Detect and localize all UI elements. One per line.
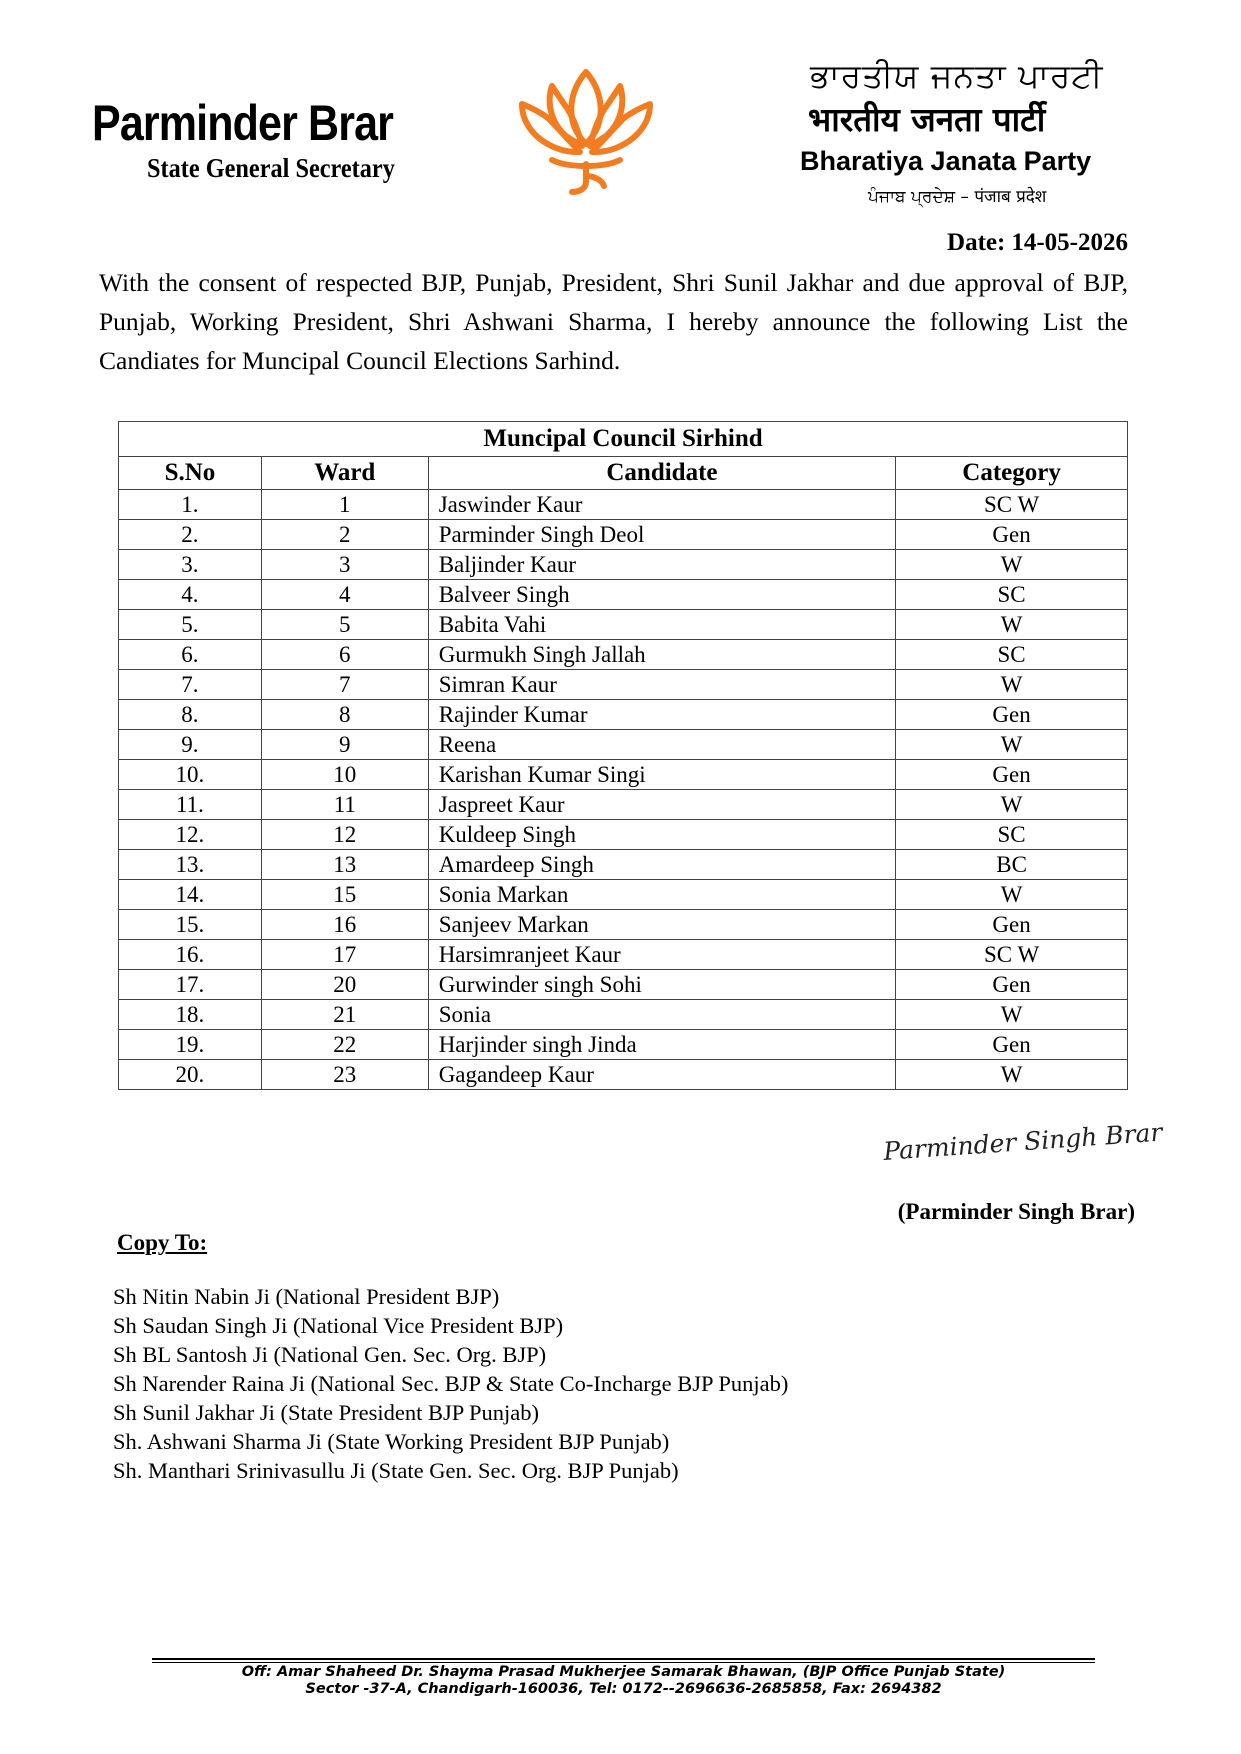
cell-candidate: Gurwinder singh Sohi (428, 970, 896, 1000)
table-row (119, 640, 1128, 670)
column-header-sno: S.No (119, 457, 262, 490)
cell-category: Gen (896, 1030, 1128, 1060)
table-row (119, 520, 1128, 550)
cell-sno: 4. (119, 580, 262, 610)
table-row (119, 760, 1128, 790)
copy-recipient: Sh. Ashwani Sharma Ji (State Working President BJP Punjab) (113, 1429, 670, 1454)
cell-sno: 11. (119, 790, 262, 820)
cell-candidate: Harjinder singh Jinda (428, 1030, 896, 1060)
cell-candidate: Reena (428, 730, 896, 760)
cell-candidate: Sonia (428, 1000, 896, 1030)
cell-candidate: Balveer Singh (428, 580, 896, 610)
footer-divider (152, 1658, 1095, 1660)
copy-recipient: Sh Nitin Nabin Ji (National President BJP) (113, 1284, 500, 1309)
footer-address-line2: Sector -37-A, Chandigarh-160036, Tel: 0172--2696636-2685858, Fax: 2694382 (305, 1681, 942, 1697)
cell-sno: 13. (119, 850, 262, 880)
table-row (119, 670, 1128, 700)
cell-sno: 17. (119, 970, 262, 1000)
cell-candidate: Sonia Markan (428, 880, 896, 910)
copy-to-list (113, 1282, 788, 1485)
cell-candidate: Parminder Singh Deol (428, 520, 896, 550)
column-header-ward: Ward (261, 457, 428, 490)
cell-sno: 14. (119, 880, 262, 910)
table-body (119, 490, 1128, 1090)
signatory-name: (Parminder Singh Brar) (897, 1199, 1135, 1224)
cell-candidate: Harsimranjeet Kaur (428, 940, 896, 970)
cell-category: W (896, 880, 1128, 910)
cell-category: W (896, 1060, 1128, 1090)
cell-category: SC (896, 820, 1128, 850)
party-name-gurmukhi: ਭਾਰਤੀਯ ਜਨਤਾ ਪਾਰਟੀ (810, 56, 1104, 95)
cell-ward: 9 (261, 730, 428, 760)
cell-candidate: Gagandeep Kaur (428, 1060, 896, 1090)
cell-ward: 23 (261, 1060, 428, 1090)
cell-sno: 16. (119, 940, 262, 970)
cell-category: Gen (896, 700, 1128, 730)
document-date (947, 229, 1128, 257)
table-row (119, 940, 1128, 970)
cell-ward: 16 (261, 910, 428, 940)
table-row (119, 910, 1128, 940)
sender-title: State General Secretary (147, 153, 395, 183)
footer-address (152, 1664, 1095, 1698)
cell-ward: 6 (261, 640, 428, 670)
table-row (119, 610, 1128, 640)
copy-recipient: Sh BL Santosh Ji (National Gen. Sec. Org. BJP) (113, 1342, 547, 1367)
cell-category: SC W (896, 490, 1128, 520)
cell-sno: 1. (119, 490, 262, 520)
cell-candidate: Karishan Kumar Singi (428, 760, 896, 790)
table-row (119, 1060, 1128, 1090)
cell-category: BC (896, 850, 1128, 880)
cell-sno: 8. (119, 700, 262, 730)
copy-recipient: Sh Sunil Jakhar Ji (State President BJP Punjab) (113, 1400, 540, 1425)
cell-category: SC (896, 580, 1128, 610)
cell-sno: 10. (119, 760, 262, 790)
cell-sno: 3. (119, 550, 262, 580)
cell-candidate: Kuldeep Singh (428, 820, 896, 850)
svg-text:Parminder Singh Brar: Parminder Singh Brar (882, 1117, 1164, 1166)
cell-sno: 15. (119, 910, 262, 940)
cell-sno: 5. (119, 610, 262, 640)
column-header-category: Category (896, 457, 1128, 490)
cell-ward: 8 (261, 700, 428, 730)
copy-recipient: Sh. Manthari Srinivasullu Ji (State Gen. Sec. Org. BJP Punjab) (113, 1458, 679, 1483)
cell-sno: 6. (119, 640, 262, 670)
date-label: Date: (947, 229, 1006, 256)
cell-ward: 2 (261, 520, 428, 550)
party-name-hindi: भारतीय जनता पार्टी (808, 100, 1046, 139)
table-row (119, 490, 1128, 520)
cell-category: Gen (896, 760, 1128, 790)
handwritten-signature (880, 1117, 1164, 1174)
cell-ward: 20 (261, 970, 428, 1000)
cell-category: Gen (896, 910, 1128, 940)
intro-paragraph: With the consent of respected BJP, Punjab, President, Shri Sunil Jakhar and due approval of BJP, Punjab, Working President, Shri Ashwani Sharma, I hereby announce the following List the Candiates for Muncipal Council Elections Sarhind. (99, 268, 1128, 375)
lotus-icon (512, 64, 660, 196)
cell-ward: 13 (261, 850, 428, 880)
cell-category: SC W (896, 940, 1128, 970)
cell-ward: 5 (261, 610, 428, 640)
cell-candidate: Amardeep Singh (428, 850, 896, 880)
cell-ward: 1 (261, 490, 428, 520)
column-header-candidate: Candidate (428, 457, 896, 490)
table-row (119, 850, 1128, 880)
cell-ward: 22 (261, 1030, 428, 1060)
table-row (119, 700, 1128, 730)
cell-sno: 12. (119, 820, 262, 850)
cell-ward: 10 (261, 760, 428, 790)
table-row (119, 880, 1128, 910)
cell-ward: 4 (261, 580, 428, 610)
cell-category: Gen (896, 970, 1128, 1000)
party-name-english: Bharatiya Janata Party (800, 146, 1092, 176)
cell-category: W (896, 610, 1128, 640)
table-row (119, 550, 1128, 580)
cell-category: W (896, 670, 1128, 700)
cell-category: SC (896, 640, 1128, 670)
cell-candidate: Rajinder Kumar (428, 700, 896, 730)
table-title: Muncipal Council Sirhind (119, 422, 1128, 457)
cell-ward: 15 (261, 880, 428, 910)
cell-sno: 20. (119, 1060, 262, 1090)
cell-category: W (896, 790, 1128, 820)
cell-ward: 12 (261, 820, 428, 850)
cell-candidate: Gurmukh Singh Jallah (428, 640, 896, 670)
cell-candidate: Sanjeev Markan (428, 910, 896, 940)
cell-sno: 18. (119, 1000, 262, 1030)
table-row (119, 970, 1128, 1000)
cell-sno: 7. (119, 670, 262, 700)
cell-category: W (896, 1000, 1128, 1030)
table-row (119, 820, 1128, 850)
copy-recipient: Sh Saudan Singh Ji (National Vice President BJP) (113, 1313, 564, 1338)
cell-candidate: Jaswinder Kaur (428, 490, 896, 520)
candidates-table (118, 421, 1128, 1090)
date-value: 14-05-2026 (1011, 229, 1128, 256)
cell-ward: 3 (261, 550, 428, 580)
table-row (119, 730, 1128, 760)
cell-candidate: Jaspreet Kaur (428, 790, 896, 820)
footer-divider-thin (152, 1662, 1095, 1663)
cell-ward: 7 (261, 670, 428, 700)
cell-candidate: Baljinder Kaur (428, 550, 896, 580)
copy-to-heading: Copy To: (117, 1230, 208, 1255)
cell-category: W (896, 550, 1128, 580)
cell-category: Gen (896, 520, 1128, 550)
cell-ward: 17 (261, 940, 428, 970)
table-row (119, 790, 1128, 820)
table-row (119, 580, 1128, 610)
cell-ward: 11 (261, 790, 428, 820)
cell-candidate: Simran Kaur (428, 670, 896, 700)
copy-recipient: Sh Narender Raina Ji (National Sec. BJP & State Co-Incharge BJP Punjab) (113, 1371, 789, 1396)
party-state: ਪੰਜਾਬ ਪ੍ਰਦੇਸ਼ – पंजाब प्रदेश (868, 187, 1047, 207)
table-row (119, 1000, 1128, 1030)
cell-sno: 2. (119, 520, 262, 550)
footer-address-line1: Off: Amar Shaheed Dr. Shayma Prasad Mukherjee Samarak Bhawan, (BJP Office Punjab State) (241, 1664, 1006, 1680)
cell-ward: 21 (261, 1000, 428, 1030)
sender-name: Parminder Brar (92, 95, 394, 151)
cell-candidate: Babita Vahi (428, 610, 896, 640)
cell-sno: 19. (119, 1030, 262, 1060)
cell-category: W (896, 730, 1128, 760)
table-row (119, 1030, 1128, 1060)
cell-sno: 9. (119, 730, 262, 760)
